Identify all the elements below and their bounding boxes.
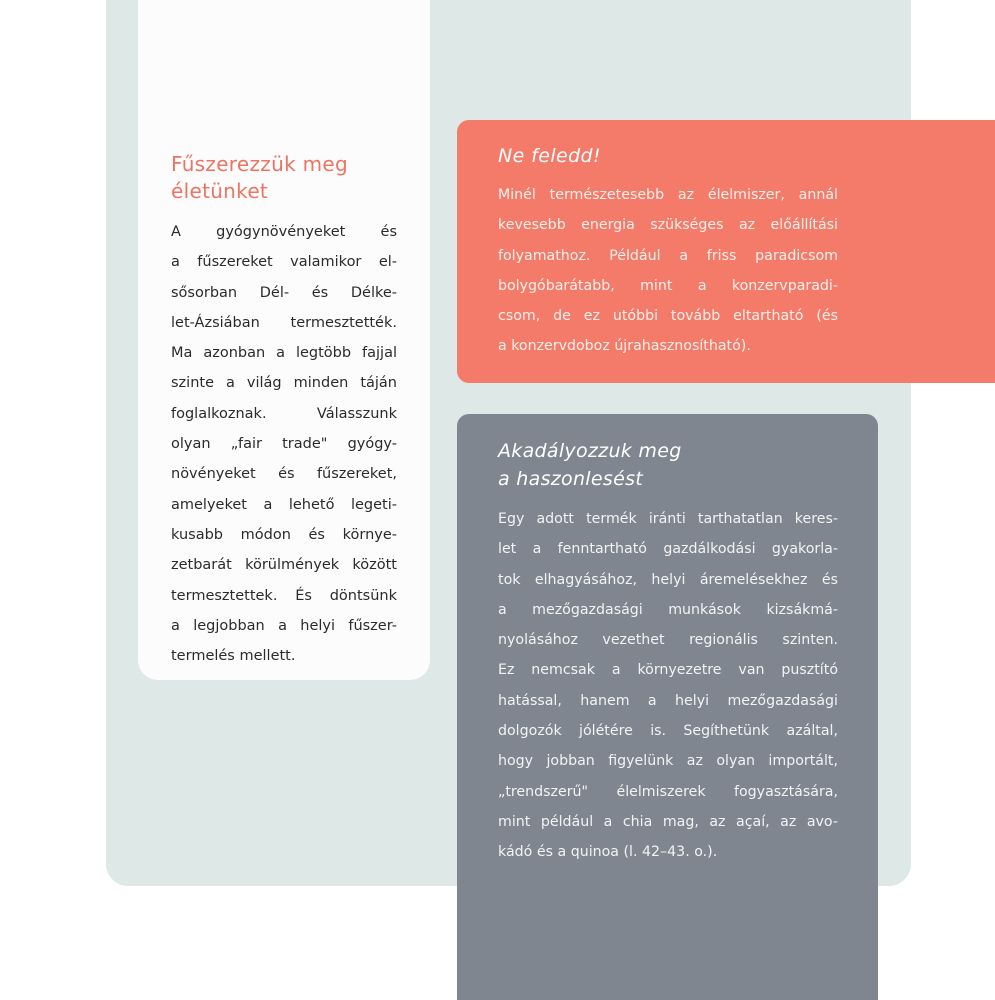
spice-body-line: termesztettek. És döntsünk — [171, 587, 397, 604]
profiteering-body-line: hogy jobban figyelünk az olyan importált, — [498, 753, 838, 770]
reminder-body-line: kevesebb energia szükséges az előállítási — [498, 217, 838, 234]
reminder-body-line: csom, de ez utóbbi tovább eltartható (és — [498, 308, 838, 325]
spice-card-title — [171, 151, 401, 205]
spice-body-line: sősorban Dél- és Délke- — [171, 284, 397, 301]
profiteering-card-title — [498, 437, 798, 493]
profiteering-body-line: Ez nemcsak a környezetre van pusztító — [498, 662, 838, 679]
profiteering-title-line: Akadályozzuk meg — [498, 440, 682, 462]
profiteering-body-line: kádó és a quinoa (l. 42–43. o.). — [498, 844, 718, 861]
spice-body-line: termelés mellett. — [171, 648, 296, 665]
spice-body-line: amelyeket a lehető legeti- — [171, 496, 397, 513]
spice-body-line: kusabb módon és környe- — [171, 526, 397, 543]
spice-body-line: Ma azonban a legtöbb fajjal — [171, 345, 397, 362]
reminder-body-line: bolygóbarátabb, mint a konzervparadi- — [498, 277, 838, 294]
spice-title-line: Fűszerezzük meg — [171, 152, 348, 176]
reminder-body-line: Minél természetesebb az élelmiszer, annál — [498, 187, 838, 203]
spice-title-line: életünket — [171, 179, 269, 203]
spice-body-line: a legjobban a helyi fűszer- — [171, 617, 397, 634]
spice-body-line: szinte a világ minden táján — [171, 375, 397, 392]
spice-body-line: olyan „fair trade" gyógy- — [171, 436, 397, 453]
reminder-card-body — [498, 180, 838, 362]
spice-body-line: A gyógynövényeket és — [171, 224, 397, 240]
spice-body-line: foglalkoznak. Válasszunk — [171, 405, 397, 422]
spice-body-line: let-Ázsiában termesztették. — [171, 314, 397, 331]
reminder-body-line: folyamathoz. Például a friss paradicsom — [498, 247, 838, 264]
profiteering-body-line: nyolásához vezethet regionális szinten. — [498, 632, 838, 649]
spice-body-line: zetbarát körülmények között — [171, 557, 397, 574]
profiteering-title-line: a haszonlesést — [498, 468, 644, 490]
profiteering-body-line: dolgozók jólétére is. Segíthetünk azáltal, — [498, 723, 838, 740]
spice-body-line: növényeket és fűszereket, — [171, 466, 397, 483]
reminder-card-title: Ne feledd! — [498, 145, 602, 167]
profiteering-card-body — [498, 504, 838, 868]
profiteering-body-line: a mezőgazdasági munkások kizsákmá- — [498, 601, 838, 618]
profiteering-body-line: tok elhagyásához, helyi áremelésekhez és — [498, 571, 838, 588]
spice-card-body — [171, 217, 397, 671]
profiteering-body-line: hatással, hanem a helyi mezőgazdasági — [498, 692, 838, 709]
profiteering-body-line: mint például a chia mag, az açaí, az avo- — [498, 813, 838, 830]
profiteering-body-line: Egy adott termék iránti tarthatatlan keres- — [498, 511, 838, 527]
spice-body-line: a fűszereket valamikor el- — [171, 254, 397, 271]
profiteering-body-line: let a fenntartható gazdálkodási gyakorla- — [498, 541, 838, 558]
reminder-body-line: a konzervdoboz újrahasznosítható). — [498, 338, 751, 355]
profiteering-body-line: „trendszerű" élelmiszerek fogyasztására, — [498, 783, 838, 800]
